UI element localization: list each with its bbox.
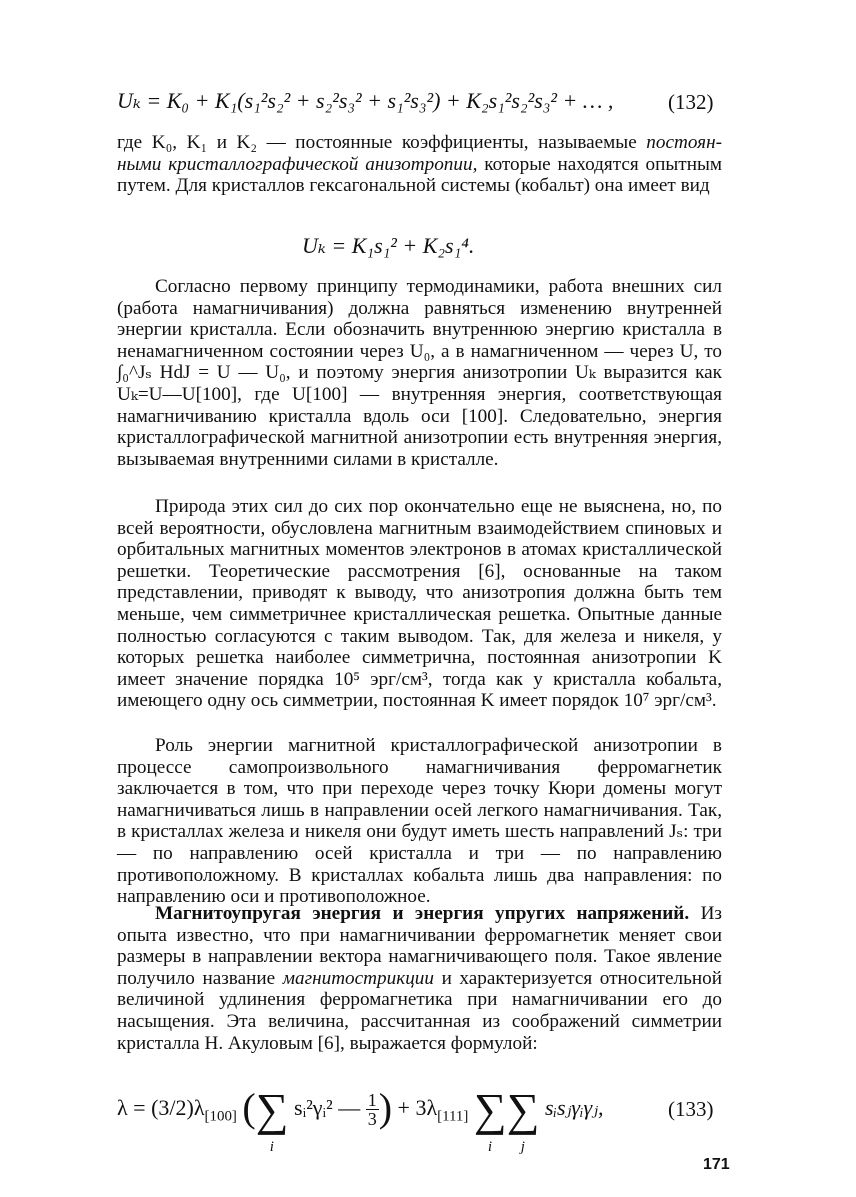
p4-text: Роль энергии магнитной кристаллографической анизотропии в процессе самопроизвольного намагничивания ферромагнетик заключается в том, что при переходе через точку Кюри домены могут намагничиваться лишь в направлении осей легкого намагничивания. Так, в кристаллах железа и никеля они будут иметь шесть направлений Jₛ: три — по направлению осей кристалла и три — по направлению противоположному. В кристаллах кобальта лишь два направления: по направлению оси и противоположное.: [117, 735, 722, 908]
p5-term-magnetostriction: магнитострикции: [282, 967, 434, 989]
formula-132: [117, 88, 613, 114]
formula-133-lhs: λ = (3/2)λ: [117, 1095, 205, 1120]
formula-133-tail: sᵢsⱼγᵢγⱼ,: [544, 1095, 604, 1120]
sum-symbol-2: ∑: [473, 1084, 507, 1135]
p5-text-a: Из опыта известно, что при намагничивании ферромагнетик меняет свои размеры в направлении вектора намагничивающего поля. Такое явление получило название: [117, 903, 723, 989]
fraction-one-third: $\frac{1}{3}$: [367, 1090, 377, 1130]
formula-132-text: Uₖ = K₀ + K₁(s₁²s₂² + s₂²s₃² + s₁²s₃²) + K₂s₁²s₂²s₃² + … ,: [117, 88, 614, 113]
p1-text-b: которые находятся опытным путем. Для кристаллов гексагональной системы (кобальт) она имеет вид: [117, 153, 722, 197]
sum-index-3: j: [520, 1139, 525, 1155]
formula-133-mid: + 3λ: [397, 1095, 438, 1120]
p1-term-a: постоян-: [646, 132, 722, 153]
paragraph-nature-of-forces: [117, 496, 722, 712]
sum-index-1: i: [269, 1139, 274, 1155]
formula-133: $\lambda = (3/2)\lambda_{[100]}$ (∑ i sᵢ²γᵢ² — $\frac{1}{3}$ ) + $3\lambda_{[111]}$ ∑ i ∑ j sᵢsⱼγᵢγⱼ,: [117, 1084, 604, 1155]
p3-text: Природа этих сил до сих пор окончательно еще не выяснена, но, по всей вероятности, обусловлена магнитным взаимодействием спиновых и орбитальных магнитных моментов электронов в атомах кристаллической решетки. Теоретические рассмотрения [6], основанные на таком представлении, приводят к выводу, что анизотропия должна быть тем меньше, чем симметричнее кристаллическая решетка. Опытные данные полностью согласуются с таким выводом. Так, для железа и никеля, у которых решетка наиболее симметрична, постоянная анизотропии K имеет значение порядка 10⁵ эрг/см³, тогда как у кристалла кобальта, имеющего одну ось симметрии, постоянная K имеет порядок 10⁷ эрг/см³.: [117, 496, 722, 712]
sum-symbol-3: ∑: [506, 1084, 540, 1135]
formula-hexagonal: Uₖ = K₁s₁² + K₂s₁⁴.: [302, 233, 475, 258]
p1-text-a: где K₀, K₁ и K₂ — постоянные коэффициенты, называемые: [117, 132, 647, 153]
sum-index-2: i: [487, 1139, 493, 1155]
formula-133-sub100: [100]: [204, 1108, 237, 1125]
equation-number-133: (133): [668, 1097, 714, 1121]
paragraph-role-of-anisotropy: [117, 735, 722, 908]
p2-text: Согласно первому принципу термодинамики, работа внешних сил (работа намагничивания) должна равняться изменению внутренней энергии кристалла. Если обозначить внутреннюю энергию кристалла в ненамагниченном состоянии через U₀, а в намагниченном — через U, то ∫₀^Jₛ HdJ = U — U₀, и поэтому энергия анизотропии Uₖ выразится как Uₖ=U—U[100], где U[100] — внутренняя энергия, соответствующая намагничиванию кристалла вдоль оси [100]. Следовательно, энергия кристаллографической магнитной анизотропии есть внутренняя энергия, вызываемая внутренними силами в кристалле.: [117, 276, 722, 470]
page-number: 171: [703, 1156, 730, 1173]
p1-term-b: ными кристаллографической анизотропии,: [117, 153, 478, 175]
p5-text-b: и характеризуется относительной величиной удлинения ферромагнетика при намагничивании его до насыщения. Эта величина, рассчитанная из соображений симметрии кристалла Н. Акуловым [6], выражается формулой:: [117, 967, 722, 1054]
formula-133-sub111: [111]: [437, 1108, 469, 1125]
equation-number-132: (132): [668, 90, 714, 114]
paragraph-thermodynamics: [117, 276, 722, 470]
paragraph-constants: [117, 132, 722, 197]
paragraph-magnetostriction: [117, 903, 722, 1054]
formula-133-inner: sᵢ²γᵢ² —: [294, 1095, 361, 1120]
sum-symbol-1: ∑: [255, 1084, 289, 1135]
section-heading-magnetoelastic: Магнитоупругая энергия и энергия упругих напряжений.: [155, 903, 690, 924]
